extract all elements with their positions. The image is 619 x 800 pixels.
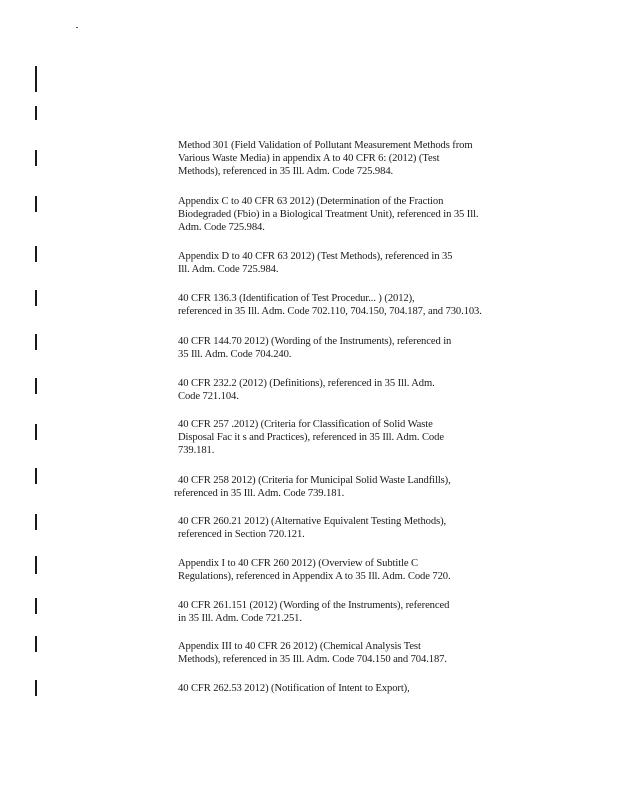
- entry-line: 40 CFR 261.151 (2012) (Wording of the Instruments), referenced: [178, 600, 450, 611]
- change-bar: [35, 636, 37, 652]
- entry-line: 40 CFR 260.21 2012) (Alternative Equivalent Testing Methods),: [178, 516, 447, 527]
- entry-line: referenced in 35 Ill. Adm. Code 739.181.: [174, 488, 345, 499]
- reference-entry: [178, 195, 544, 234]
- reference-entry: [178, 682, 544, 695]
- change-bar: [35, 290, 37, 306]
- change-bar: [35, 378, 37, 394]
- entry-line: Regulations), referenced in Appendix A to 35 Ill. Adm. Code 720.: [178, 571, 451, 582]
- change-bar: [35, 196, 37, 212]
- change-bar: [35, 514, 37, 530]
- change-bar: [35, 246, 37, 262]
- entry-line: Appendix C to 40 CFR 63 2012) (Determination of the Fraction: [178, 196, 444, 207]
- entry-line: Methods), referenced in 35 Ill. Adm. Code 725.984.: [178, 166, 394, 177]
- entry-line: Method 301 (Field Validation of Pollutant Measurement Methods from: [178, 140, 473, 151]
- entry-line: in 35 Ill. Adm. Code 721.251.: [178, 613, 302, 624]
- scan-speck: [76, 27, 78, 28]
- reference-entry: [178, 250, 544, 276]
- reference-entry: [178, 599, 544, 625]
- entry-line: Adm. Code 725.984.: [178, 222, 265, 233]
- change-bar: [35, 556, 37, 574]
- entry-line: Appendix D to 40 CFR 63 2012) (Test Methods), referenced in 35: [178, 251, 453, 262]
- entry-line: 40 CFR 232.2 (2012) (Definitions), referenced in 35 Ill. Adm.: [178, 378, 435, 389]
- reference-entry: [174, 474, 544, 500]
- change-bar: [35, 66, 37, 92]
- reference-entry: [178, 515, 544, 541]
- change-bar: [35, 680, 37, 696]
- entry-line: Biodegraded (Fbio) in a Biological Treatment Unit), referenced in 35 Ill.: [178, 209, 479, 220]
- entry-line: 35 Ill. Adm. Code 704.240.: [178, 349, 292, 360]
- entry-line: 40 CFR 258 2012) (Criteria for Municipal Solid Waste Landfills),: [178, 475, 451, 486]
- entry-line: 40 CFR 136.3 (Identification of Test Procedur... ) (2012),: [178, 293, 415, 304]
- entry-line: Appendix III to 40 CFR 26 2012) (Chemical Analysis Test: [178, 641, 421, 652]
- entry-line: 40 CFR 257 .2012) (Criteria for Classification of Solid Waste: [178, 419, 433, 430]
- reference-entry: [178, 557, 544, 583]
- reference-entry: [178, 292, 544, 318]
- entry-line: referenced in 35 Ill. Adm. Code 702.110, 704.150, 704.187, and 730.103.: [178, 306, 482, 317]
- reference-entry: [178, 139, 544, 178]
- change-bar: [35, 598, 37, 614]
- change-bar: [35, 334, 37, 350]
- entry-line: 739.181.: [178, 445, 215, 456]
- change-bar: [35, 150, 37, 166]
- entry-line: Ill. Adm. Code 725.984.: [178, 264, 279, 275]
- reference-entry: [178, 377, 544, 403]
- reference-entry: [178, 335, 544, 361]
- change-bar: [35, 424, 37, 440]
- entry-line: Appendix I to 40 CFR 260 2012) (Overview of Subtitle C: [178, 558, 419, 569]
- reference-entry: [178, 418, 544, 457]
- entry-line: referenced in Section 720.121.: [178, 529, 305, 540]
- entry-line: 40 CFR 262.53 2012) (Notification of Intent to Export),: [178, 683, 410, 694]
- entry-line: 40 CFR 144.70 2012) (Wording of the Instruments), referenced in: [178, 336, 452, 347]
- entry-line: Code 721.104.: [178, 391, 239, 402]
- entry-line: Various Waste Media) in appendix A to 40 CFR 6: (2012) (Test: [178, 153, 440, 164]
- entry-line: Methods), referenced in 35 Ill. Adm. Code 704.150 and 704.187.: [178, 654, 447, 665]
- reference-entry: [178, 640, 544, 666]
- change-bar: [35, 106, 37, 120]
- change-bar: [35, 468, 37, 484]
- entry-line: Disposal Fac it s and Practices), referenced in 35 Ill. Adm. Code: [178, 432, 444, 443]
